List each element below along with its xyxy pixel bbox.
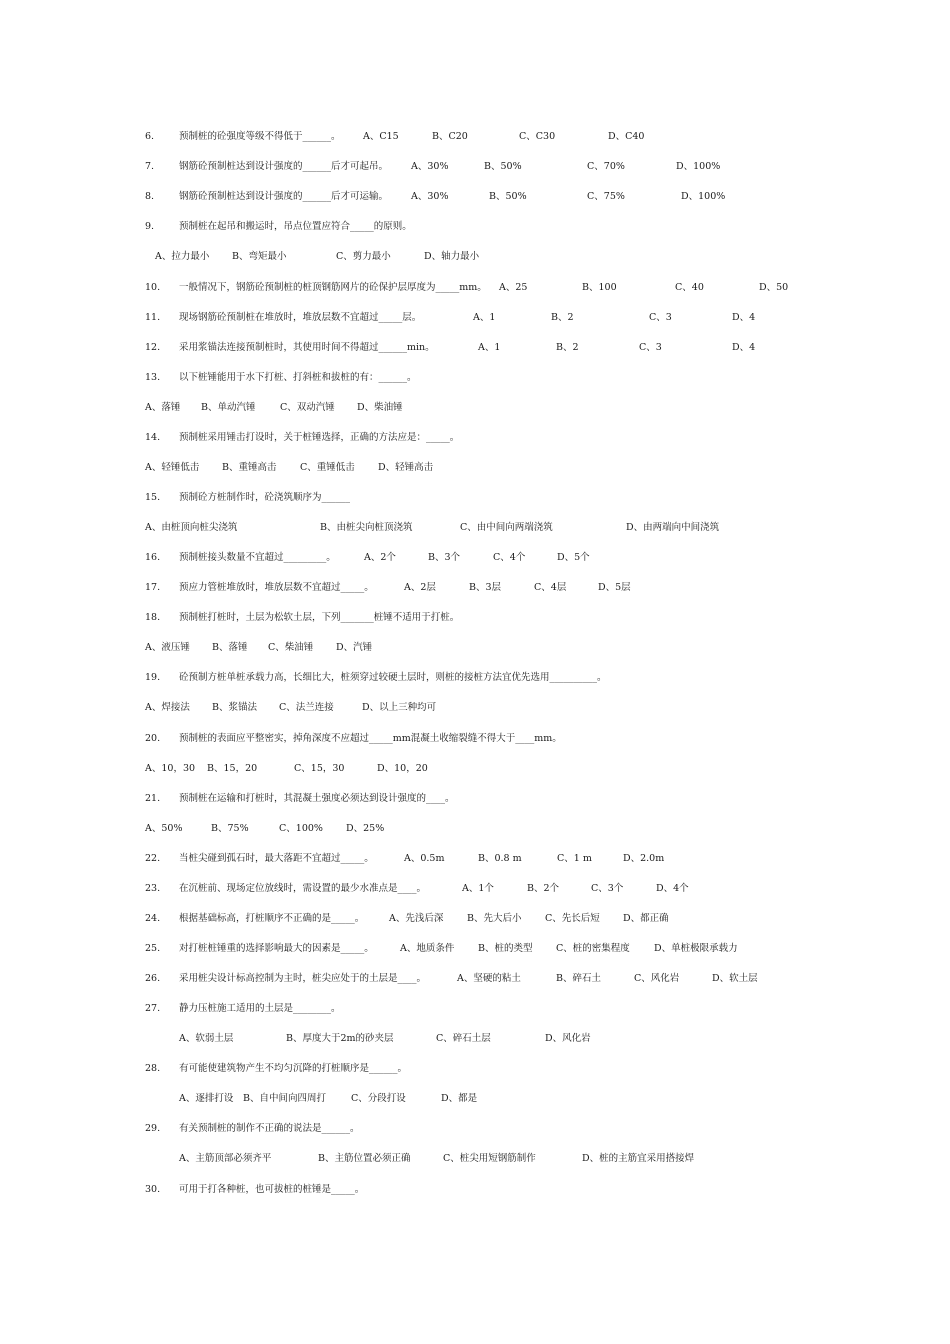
option-b: B、3个	[428, 552, 461, 563]
option-c: C、双动汽锤	[280, 402, 335, 413]
question-stem: 钢筋砼预制桩达到设计强度的______后才可运输。	[179, 191, 389, 202]
option-c: C、法兰连接	[279, 702, 334, 713]
option-c: C、C30	[519, 131, 556, 142]
option-a: A、落锤	[145, 402, 181, 413]
option-a: A、25	[499, 282, 528, 293]
option-c: C、由中间向两端浇筑	[460, 522, 553, 533]
question-stem: 预制桩的砼强度等级不得低于______。	[179, 131, 341, 142]
option-b: B、0.8 m	[478, 853, 522, 864]
option-d: D、50	[759, 282, 789, 293]
option-d: D、桩的主筋宜采用搭接焊	[582, 1153, 695, 1164]
option-d: D、100%	[676, 161, 721, 172]
option-d: D、10，20	[377, 763, 428, 774]
question-number: 10.	[145, 282, 161, 293]
question-number: 7.	[145, 161, 155, 172]
option-a: A、坚硬的粘土	[457, 973, 521, 984]
question-stem: 现场钢筋砼预制桩在堆放时，堆放层数不宜超过_____层。	[179, 312, 422, 323]
option-d: D、2.0m	[623, 853, 665, 864]
question-stem: 有关预制桩的制作不正确的说法是______。	[179, 1123, 360, 1134]
question-stem: 采用桩尖设计标高控制为主时，桩尖应处于的土层是____。	[179, 973, 427, 984]
question-number: 13.	[145, 372, 161, 383]
option-c: C、75%	[587, 191, 625, 202]
question-number: 18.	[145, 612, 161, 623]
option-b: B、75%	[211, 823, 249, 834]
option-a: A、主筋顶部必须齐平	[179, 1153, 272, 1164]
question-stem: 预制桩在起吊和搬运时，吊点位置应符合_____的原则。	[179, 221, 412, 232]
option-c: C、40	[675, 282, 704, 293]
option-a: A、1	[478, 342, 501, 353]
option-d: D、柴油锤	[357, 402, 403, 413]
option-b: B、3层	[469, 582, 502, 593]
option-c: C、1 m	[557, 853, 592, 864]
option-b: B、重锤高击	[222, 462, 277, 473]
option-d: D、轻锤高击	[378, 462, 434, 473]
question-number: 22.	[145, 853, 161, 864]
option-c: C、3	[639, 342, 662, 353]
option-d: D、5个	[557, 552, 590, 563]
question-number: 27.	[145, 1003, 161, 1014]
option-b: B、100	[582, 282, 617, 293]
option-a: A、50%	[145, 823, 183, 834]
option-a: A、2个	[364, 552, 396, 563]
option-a: A、焊接法	[145, 702, 190, 713]
option-d: D、轴力最小	[424, 251, 480, 262]
option-a: A、液压锤	[145, 642, 190, 653]
option-a: A、由桩顶向桩尖浇筑	[145, 522, 238, 533]
option-c: C、重锤低击	[300, 462, 355, 473]
option-b: B、由桩尖向桩顶浇筑	[320, 522, 413, 533]
option-d: D、4	[732, 312, 756, 323]
option-d: D、单桩极限承载力	[654, 943, 738, 954]
option-d: D、5层	[598, 582, 631, 593]
option-c: C、分段打设	[351, 1093, 406, 1104]
question-number: 25.	[145, 943, 161, 954]
option-b: B、2	[556, 342, 579, 353]
option-a: A、1	[473, 312, 496, 323]
question-stem: 预制桩采用锤击打设时，关于桩锤选择，正确的方法应是：_____。	[179, 432, 460, 443]
question-stem: 预制桩的表面应平整密实，掉角深度不应超过_____mm混凝土收缩裂缝不得大于____mm。	[179, 733, 562, 744]
question-stem: 在沉桩前、现场定位放线时，需设置的最少水准点是____。	[179, 883, 427, 894]
option-d: D、4	[732, 342, 756, 353]
question-stem: 预制砼方桩制作时，砼浇筑顺序为______	[179, 492, 351, 503]
question-number: 26.	[145, 973, 161, 984]
option-d: D、由两端向中间浇筑	[626, 522, 720, 533]
option-c: C、4层	[534, 582, 567, 593]
question-stem: 静力压桩施工适用的土层是________。	[179, 1003, 341, 1014]
question-number: 21.	[145, 793, 161, 804]
option-b: B、碎石土	[556, 973, 601, 984]
option-b: B、C20	[432, 131, 468, 142]
option-b: B、厚度大于2m的砂夹层	[286, 1033, 394, 1044]
option-d: D、25%	[346, 823, 385, 834]
question-stem: 可用于打各种桩，也可拔桩的桩锤是_____。	[179, 1184, 365, 1195]
option-b: B、浆锚法	[212, 702, 257, 713]
question-stem: 钢筋砼预制桩达到设计强度的______后才可起吊。	[179, 161, 389, 172]
option-c: C、桩的密集程度	[556, 943, 630, 954]
question-stem: 根据基础标高，打桩顺序不正确的是_____。	[179, 913, 365, 924]
question-stem: 对打桩桩锤重的选择影响最大的因素是_____。	[179, 943, 374, 954]
question-number: 8.	[145, 191, 155, 202]
question-number: 14.	[145, 432, 161, 443]
question-stem: 预制桩打桩时，土层为松软土层，下列_______桩锤不适用于打桩。	[179, 612, 460, 623]
option-c: C、3个	[591, 883, 624, 894]
option-c: C、柴油锤	[268, 642, 314, 653]
question-stem: 预制桩在运输和打桩时，其混凝土强度必须达到设计强度的____。	[179, 793, 455, 804]
option-c: C、先长后短	[545, 913, 600, 924]
option-d: D、汽锤	[336, 642, 373, 653]
option-b: B、2	[551, 312, 574, 323]
option-d: D、以上三种均可	[362, 702, 437, 713]
option-a: A、1个	[462, 883, 494, 894]
option-c: C、3	[649, 312, 672, 323]
option-a: A、C15	[363, 131, 399, 142]
option-b: B、主筋位置必须正确	[318, 1153, 411, 1164]
option-a: A、软弱土层	[179, 1033, 234, 1044]
option-c: C、70%	[587, 161, 625, 172]
option-b: B、自中间向四周打	[243, 1093, 326, 1104]
question-number: 24.	[145, 913, 161, 924]
question-number: 12.	[145, 342, 161, 353]
option-c: C、15，30	[294, 763, 345, 774]
option-a: A、逐排打设	[179, 1093, 234, 1104]
option-c: C、碎石土层	[436, 1033, 491, 1044]
option-d: D、100%	[681, 191, 726, 202]
question-number: 9.	[145, 221, 155, 232]
option-c: C、100%	[279, 823, 323, 834]
option-b: B、弯矩最小	[232, 251, 287, 262]
option-c: C、桩尖用短钢筋制作	[443, 1153, 536, 1164]
option-a: A、轻锤低击	[145, 462, 200, 473]
option-a: A、拉力最小	[155, 251, 210, 262]
option-c: C、风化岩	[634, 973, 680, 984]
option-a: A、2层	[404, 582, 436, 593]
option-c: C、4个	[493, 552, 526, 563]
option-a: A、0.5m	[404, 853, 445, 864]
option-a: A、地质条件	[400, 943, 455, 954]
question-number: 17.	[145, 582, 161, 593]
option-b: B、50%	[484, 161, 522, 172]
question-number: 20.	[145, 733, 161, 744]
question-number: 16.	[145, 552, 161, 563]
question-number: 29.	[145, 1123, 161, 1134]
option-a: A、30%	[411, 161, 449, 172]
question-number: 28.	[145, 1063, 161, 1074]
question-number: 23.	[145, 883, 161, 894]
question-number: 6.	[145, 131, 155, 142]
question-number: 19.	[145, 672, 161, 683]
question-number: 30.	[145, 1184, 161, 1195]
option-a: A、10，30	[145, 763, 196, 774]
option-a: A、先浅后深	[389, 913, 444, 924]
question-number: 11.	[145, 312, 161, 323]
option-b: B、50%	[489, 191, 527, 202]
question-stem: 预制桩接头数量不宜超过_________。	[179, 552, 336, 563]
option-b: B、落锤	[212, 642, 248, 653]
question-number: 15.	[145, 492, 161, 503]
option-d: D、软土层	[712, 973, 758, 984]
question-stem: 预应力管桩堆放时，堆放层数不宜超过_____。	[179, 582, 374, 593]
option-b: B、桩的类型	[478, 943, 533, 954]
option-d: D、都正确	[623, 913, 669, 924]
option-d: D、C40	[608, 131, 645, 142]
question-stem: 一般情况下，钢筋砼预制桩的桩顶钢筋网片的砼保护层厚度为_____mm。	[179, 282, 487, 293]
option-d: D、4个	[656, 883, 689, 894]
question-stem: 采用浆锚法连接预制桩时，其使用时间不得超过______min。	[179, 342, 435, 353]
option-b: B、15，20	[207, 763, 258, 774]
question-stem: 当桩尖碰到孤石时，最大落距不宜超过_____。	[179, 853, 374, 864]
option-b: B、2个	[527, 883, 560, 894]
option-d: D、都是	[441, 1093, 478, 1104]
question-stem: 以下桩锤能用于水下打桩、打斜桩和拔桩的有：______。	[179, 372, 417, 383]
option-a: A、30%	[411, 191, 449, 202]
question-stem: 砼预制方桩单桩承载力高，长细比大，桩须穿过较硬土层时，则桩的接桩方法宜优先选用__________。	[179, 672, 607, 683]
question-stem: 有可能使建筑物产生不均匀沉降的打桩顺序是______。	[179, 1063, 408, 1074]
option-d: D、风化岩	[545, 1033, 591, 1044]
option-c: C、剪力最小	[336, 251, 391, 262]
option-b: B、先大后小	[467, 913, 522, 924]
option-b: B、单动汽锤	[201, 402, 256, 413]
